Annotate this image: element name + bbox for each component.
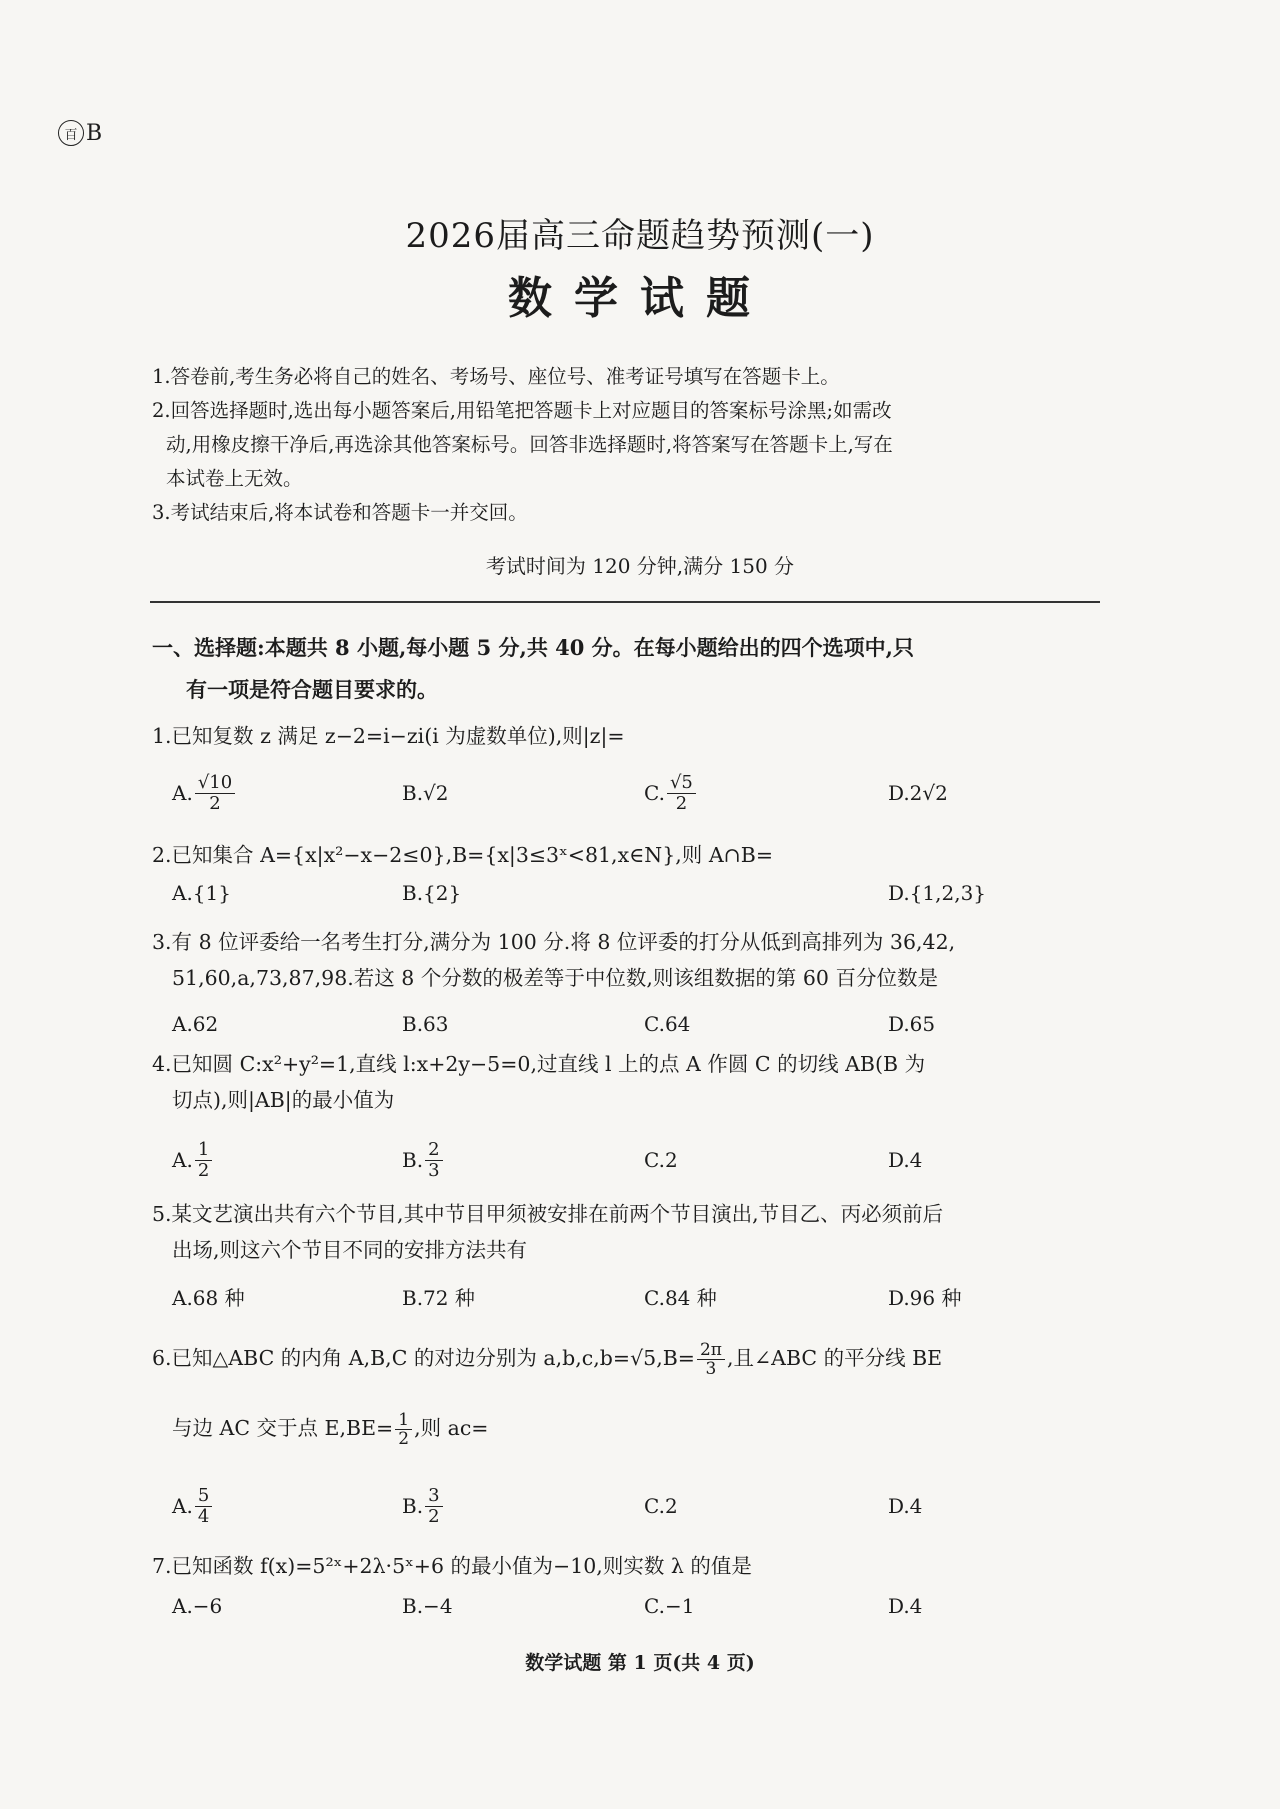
q6-option-b-label: B. <box>402 1494 424 1518</box>
q5-option-b: B.72 种 <box>402 1285 475 1310</box>
q3-line-2: 51,60,a,73,87,98.若这 8 个分数的极差等于中位数,则该组数据的第 60 百分位数是 <box>172 966 938 990</box>
q6-option-c: C.2 <box>644 1494 678 1518</box>
q7-option-d: D.4 <box>888 1594 923 1618</box>
question-4-stem <box>152 1046 1112 1118</box>
question-4-options <box>172 1132 1072 1188</box>
q1-option-a <box>172 765 235 821</box>
q6-angle-denominator: 3 <box>705 1359 717 1379</box>
question-6-line-1 <box>152 1340 1112 1378</box>
stamp-circle: 百 <box>58 120 84 146</box>
q7-option-b: B.−4 <box>402 1594 453 1618</box>
question-6-line-2 <box>152 1410 1132 1448</box>
question-7-stem: 7.已知函数 f(x)=5²ˣ+2λ·5ˣ+6 的最小值为−10,则实数 λ 的值是 <box>152 1554 752 1578</box>
q4-option-b-label: B. <box>402 1148 424 1172</box>
q1-option-c-fraction <box>667 773 696 814</box>
q5-line-1: 5.某文艺演出共有六个节目,其中节目甲须被安排在前两个节目演出,节目乙、丙必须前后 <box>152 1202 944 1226</box>
q1-option-c <box>644 765 696 821</box>
q6-option-a-denominator: 4 <box>197 1505 210 1527</box>
question-3-stem <box>152 924 1112 996</box>
q6-option-a-numerator: 5 <box>195 1486 212 1507</box>
question-1-options <box>172 765 1072 821</box>
exam-time-note: 考试时间为 120 分钟,满分 150 分 <box>485 554 795 578</box>
instruction-2-line-2: 动,用橡皮擦干净后,再选涂其他答案标号。回答非选择题时,将答案写在答题卡上,写在 <box>166 433 893 456</box>
exam-subject-title: 数学试题 <box>508 273 772 324</box>
q3-option-b: B.63 <box>402 1012 449 1036</box>
q6-option-a-label: A. <box>172 1494 193 1518</box>
q6-option-b-fraction <box>425 1486 442 1527</box>
q1-option-d: D.2√2 <box>888 781 948 805</box>
header-divider <box>150 601 1100 603</box>
section-1-line-1: 一、选择题:本题共 8 小题,每小题 5 分,共 40 分。在每小题给出的四个选项中,只 <box>152 635 914 660</box>
q4-option-a-fraction <box>195 1140 212 1181</box>
q1-option-a-label: A. <box>172 781 193 805</box>
question-2-stem: 2.已知集合 A={x|x²−x−2≤0},B={x|3≤3ˣ<81,x∈N},则 A∩B= <box>152 843 774 867</box>
q6-line-2-text-b: ,则 ac= <box>414 1416 489 1440</box>
q6-be-denominator: 2 <box>398 1429 410 1449</box>
q4-line-1: 4.已知圆 C:x²+y²=1,直线 l:x+2y−5=0,过直线 l 上的点 A 作圆 C 的切线 AB(B 为 <box>152 1052 926 1076</box>
q3-option-d: D.65 <box>888 1012 936 1036</box>
stamp-letter: B <box>86 120 103 146</box>
exam-instructions <box>152 360 1102 530</box>
q7-option-a: A.−6 <box>172 1594 223 1618</box>
q5-option-a: A.68 种 <box>172 1285 245 1310</box>
question-6-options <box>172 1478 1072 1534</box>
question-1-stem: 1.已知复数 z 满足 z−2=i−zi(i 为虚数单位),则|z|= <box>152 724 625 748</box>
question-5-options <box>172 1268 1072 1324</box>
question-5-stem <box>152 1196 1112 1268</box>
instruction-2-line-3: 本试卷上无效。 <box>166 467 303 490</box>
q1-option-a-denominator: 2 <box>209 792 221 814</box>
section-1-line-2: 有一项是符合题目要求的。 <box>186 677 438 702</box>
q3-option-a: A.62 <box>172 1012 219 1036</box>
q6-option-b-denominator: 2 <box>428 1505 440 1527</box>
q5-line-2: 出场,则这六个节目不同的安排方法共有 <box>172 1238 528 1262</box>
q6-line-2-text-a: 与边 AC 交于点 E,BE= <box>172 1416 394 1440</box>
q6-line-1-text-a: 6.已知△ABC 的内角 A,B,C 的对边分别为 a,b,c,b=√5,B= <box>152 1346 695 1370</box>
q4-option-a <box>172 1132 212 1188</box>
q2-option-d: D.{1,2,3} <box>888 881 987 905</box>
question-2-options <box>172 865 1072 921</box>
q1-option-b: B.√2 <box>402 781 449 805</box>
q2-option-a: A.{1} <box>172 881 231 905</box>
instruction-3: 3.考试结束后,将本试卷和答题卡一并交回。 <box>152 501 528 524</box>
q6-line-1-text-b: ,且∠ABC 的平分线 BE <box>726 1346 943 1370</box>
q6-be-fraction <box>395 1411 412 1448</box>
section-1-heading <box>152 627 1112 711</box>
q4-option-a-denominator: 2 <box>197 1159 210 1181</box>
q6-angle-fraction <box>697 1341 725 1378</box>
q6-be-numerator: 1 <box>395 1411 412 1430</box>
q1-option-c-denominator: 2 <box>675 792 688 814</box>
q6-option-b-numerator: 3 <box>425 1486 442 1507</box>
q4-option-a-label: A. <box>172 1148 193 1172</box>
question-7-options <box>172 1578 1072 1634</box>
q4-option-b-fraction <box>425 1140 442 1181</box>
question-3-options <box>172 996 1072 1052</box>
q6-option-d: D.4 <box>888 1494 923 1518</box>
page-footer: 数学试题 第 1 页(共 4 页) <box>525 1652 755 1674</box>
q4-line-2: 切点),则|AB|的最小值为 <box>172 1088 395 1112</box>
q3-option-c: C.64 <box>644 1012 691 1036</box>
q4-option-c: C.2 <box>644 1148 678 1172</box>
q5-option-c: C.84 种 <box>644 1285 717 1310</box>
q1-option-a-fraction <box>195 773 235 814</box>
q7-option-c: C.−1 <box>644 1594 695 1618</box>
q3-line-1: 3.有 8 位评委给一名考生打分,满分为 100 分.将 8 位评委的打分从低到高排列为 36,42, <box>152 930 956 954</box>
q4-option-a-numerator: 1 <box>195 1140 212 1161</box>
q1-option-c-numerator: √5 <box>667 773 696 794</box>
paper-code-stamp <box>58 120 102 146</box>
instruction-2-line-1: 2.回答选择题时,选出每小题答案后,用铅笔把答题卡上对应题目的答案标号涂黑;如需改 <box>152 399 892 422</box>
q1-option-c-label: C. <box>644 781 665 805</box>
exam-series-title: 2026届高三命题趋势预测(一) <box>405 216 875 256</box>
q5-option-d: D.96 种 <box>888 1285 962 1310</box>
q4-option-b-denominator: 3 <box>428 1159 440 1181</box>
q6-option-a-fraction <box>195 1486 212 1527</box>
q2-option-b: B.{2} <box>402 881 462 905</box>
q6-angle-numerator: 2π <box>697 1341 725 1360</box>
q4-option-d: D.4 <box>888 1148 923 1172</box>
q6-option-a <box>172 1478 212 1534</box>
q4-option-b-numerator: 2 <box>425 1140 442 1161</box>
q4-option-b <box>402 1132 443 1188</box>
q1-option-a-numerator: √10 <box>195 773 235 794</box>
instruction-1: 1.答卷前,考生务必将自己的姓名、考场号、座位号、准考证号填写在答题卡上。 <box>152 365 840 388</box>
q6-option-b <box>402 1478 443 1534</box>
